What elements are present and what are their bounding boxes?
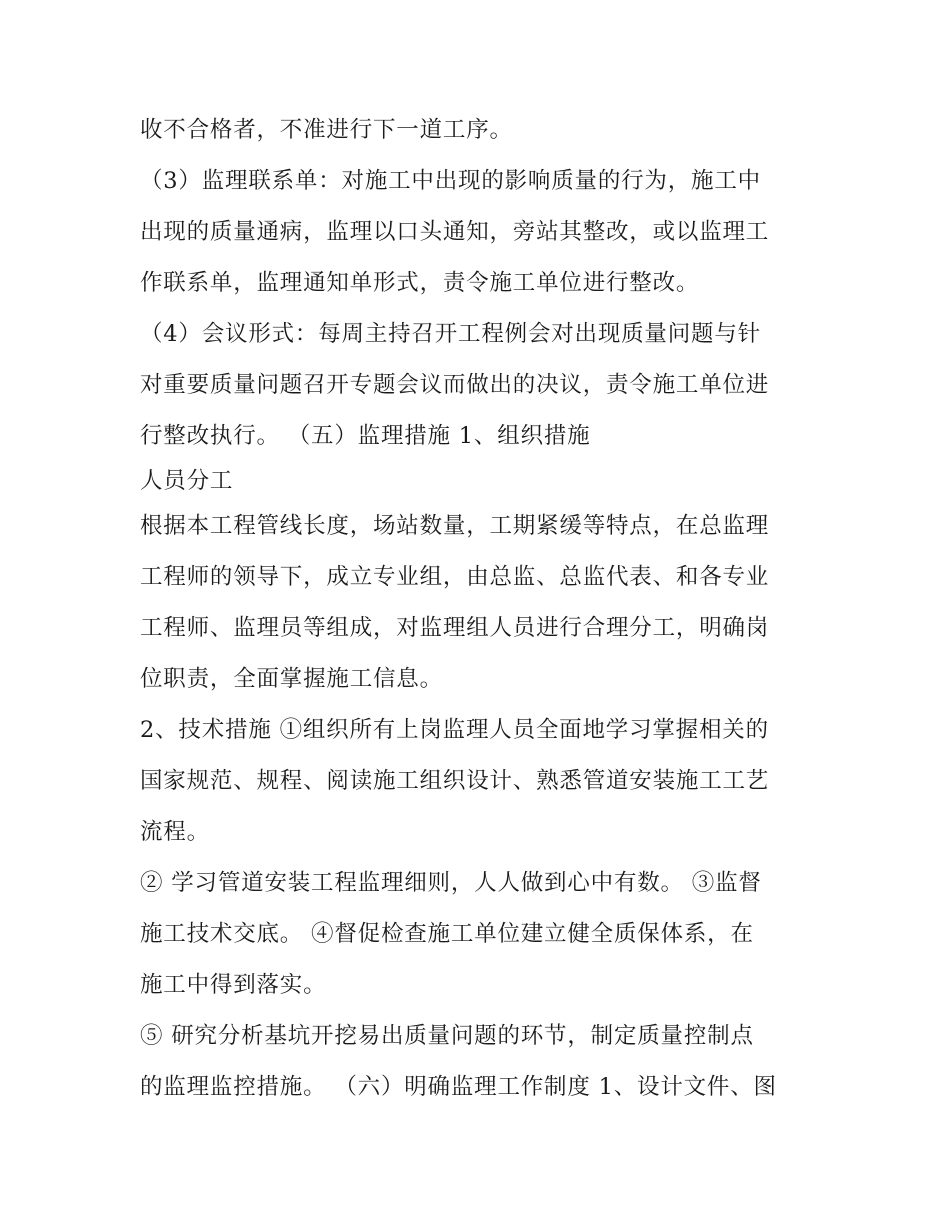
section-heading: 人员分工: [140, 468, 234, 494]
document-body: [140, 110, 820, 1118]
text-line: 2、技术措施 ①组织所有上岗监理人员全面地学习掌握相关的: [140, 717, 769, 743]
text-line: 根据本工程管线长度，场站数量，工期紧缓等特点，在总监理: [140, 513, 770, 539]
text-line: 收不合格者，不准进行下一道工序。: [140, 117, 513, 143]
text-line: 的监理监控措施。 （六）明确监理工作制度 1、设计文件、图: [140, 1074, 777, 1100]
text-line: ⑤ 研究分析基坑开挖易出质量问题的环节，制定质量控制点: [140, 1023, 754, 1049]
text-line: 出现的质量通病，监理以口头通知，旁站其整改，或以监理工: [140, 219, 770, 245]
text-line: 国家规范、规程、阅读施工组织设计、熟悉管道安装施工工艺: [140, 768, 770, 794]
text-line: 流程。: [140, 819, 210, 845]
text-line: 施工中得到落实。: [140, 972, 327, 998]
text-line: 作联系单，监理通知单形式，责令施工单位进行整改。: [140, 270, 700, 296]
text-line: 工程师的领导下，成立专业组，由总监、总监代表、和各专业: [140, 564, 770, 590]
text-line: 位职责，全面掌握施工信息。: [140, 666, 443, 692]
text-line: （4）会议形式：每周主持召开工程例会对出现质量问题与针: [140, 321, 761, 347]
text-line: 对重要质量问题召开专题会议而做出的决议，责令施工单位进: [140, 372, 770, 398]
text-line: ② 学习管道安装工程监理细则，人人做到心中有数。 ③监督: [140, 870, 762, 896]
text-line: （3）监理联系单：对施工中出现的影响质量的行为，施工中: [140, 168, 761, 194]
text-line: 施工技术交底。 ④督促检查施工单位建立健全质保体系，在: [140, 921, 754, 947]
text-line: 工程师、监理员等组成，对监理组人员进行合理分工，明确岗: [140, 615, 770, 641]
text-line: 行整改执行。 （五）监理措施 1、组织措施: [140, 423, 591, 449]
